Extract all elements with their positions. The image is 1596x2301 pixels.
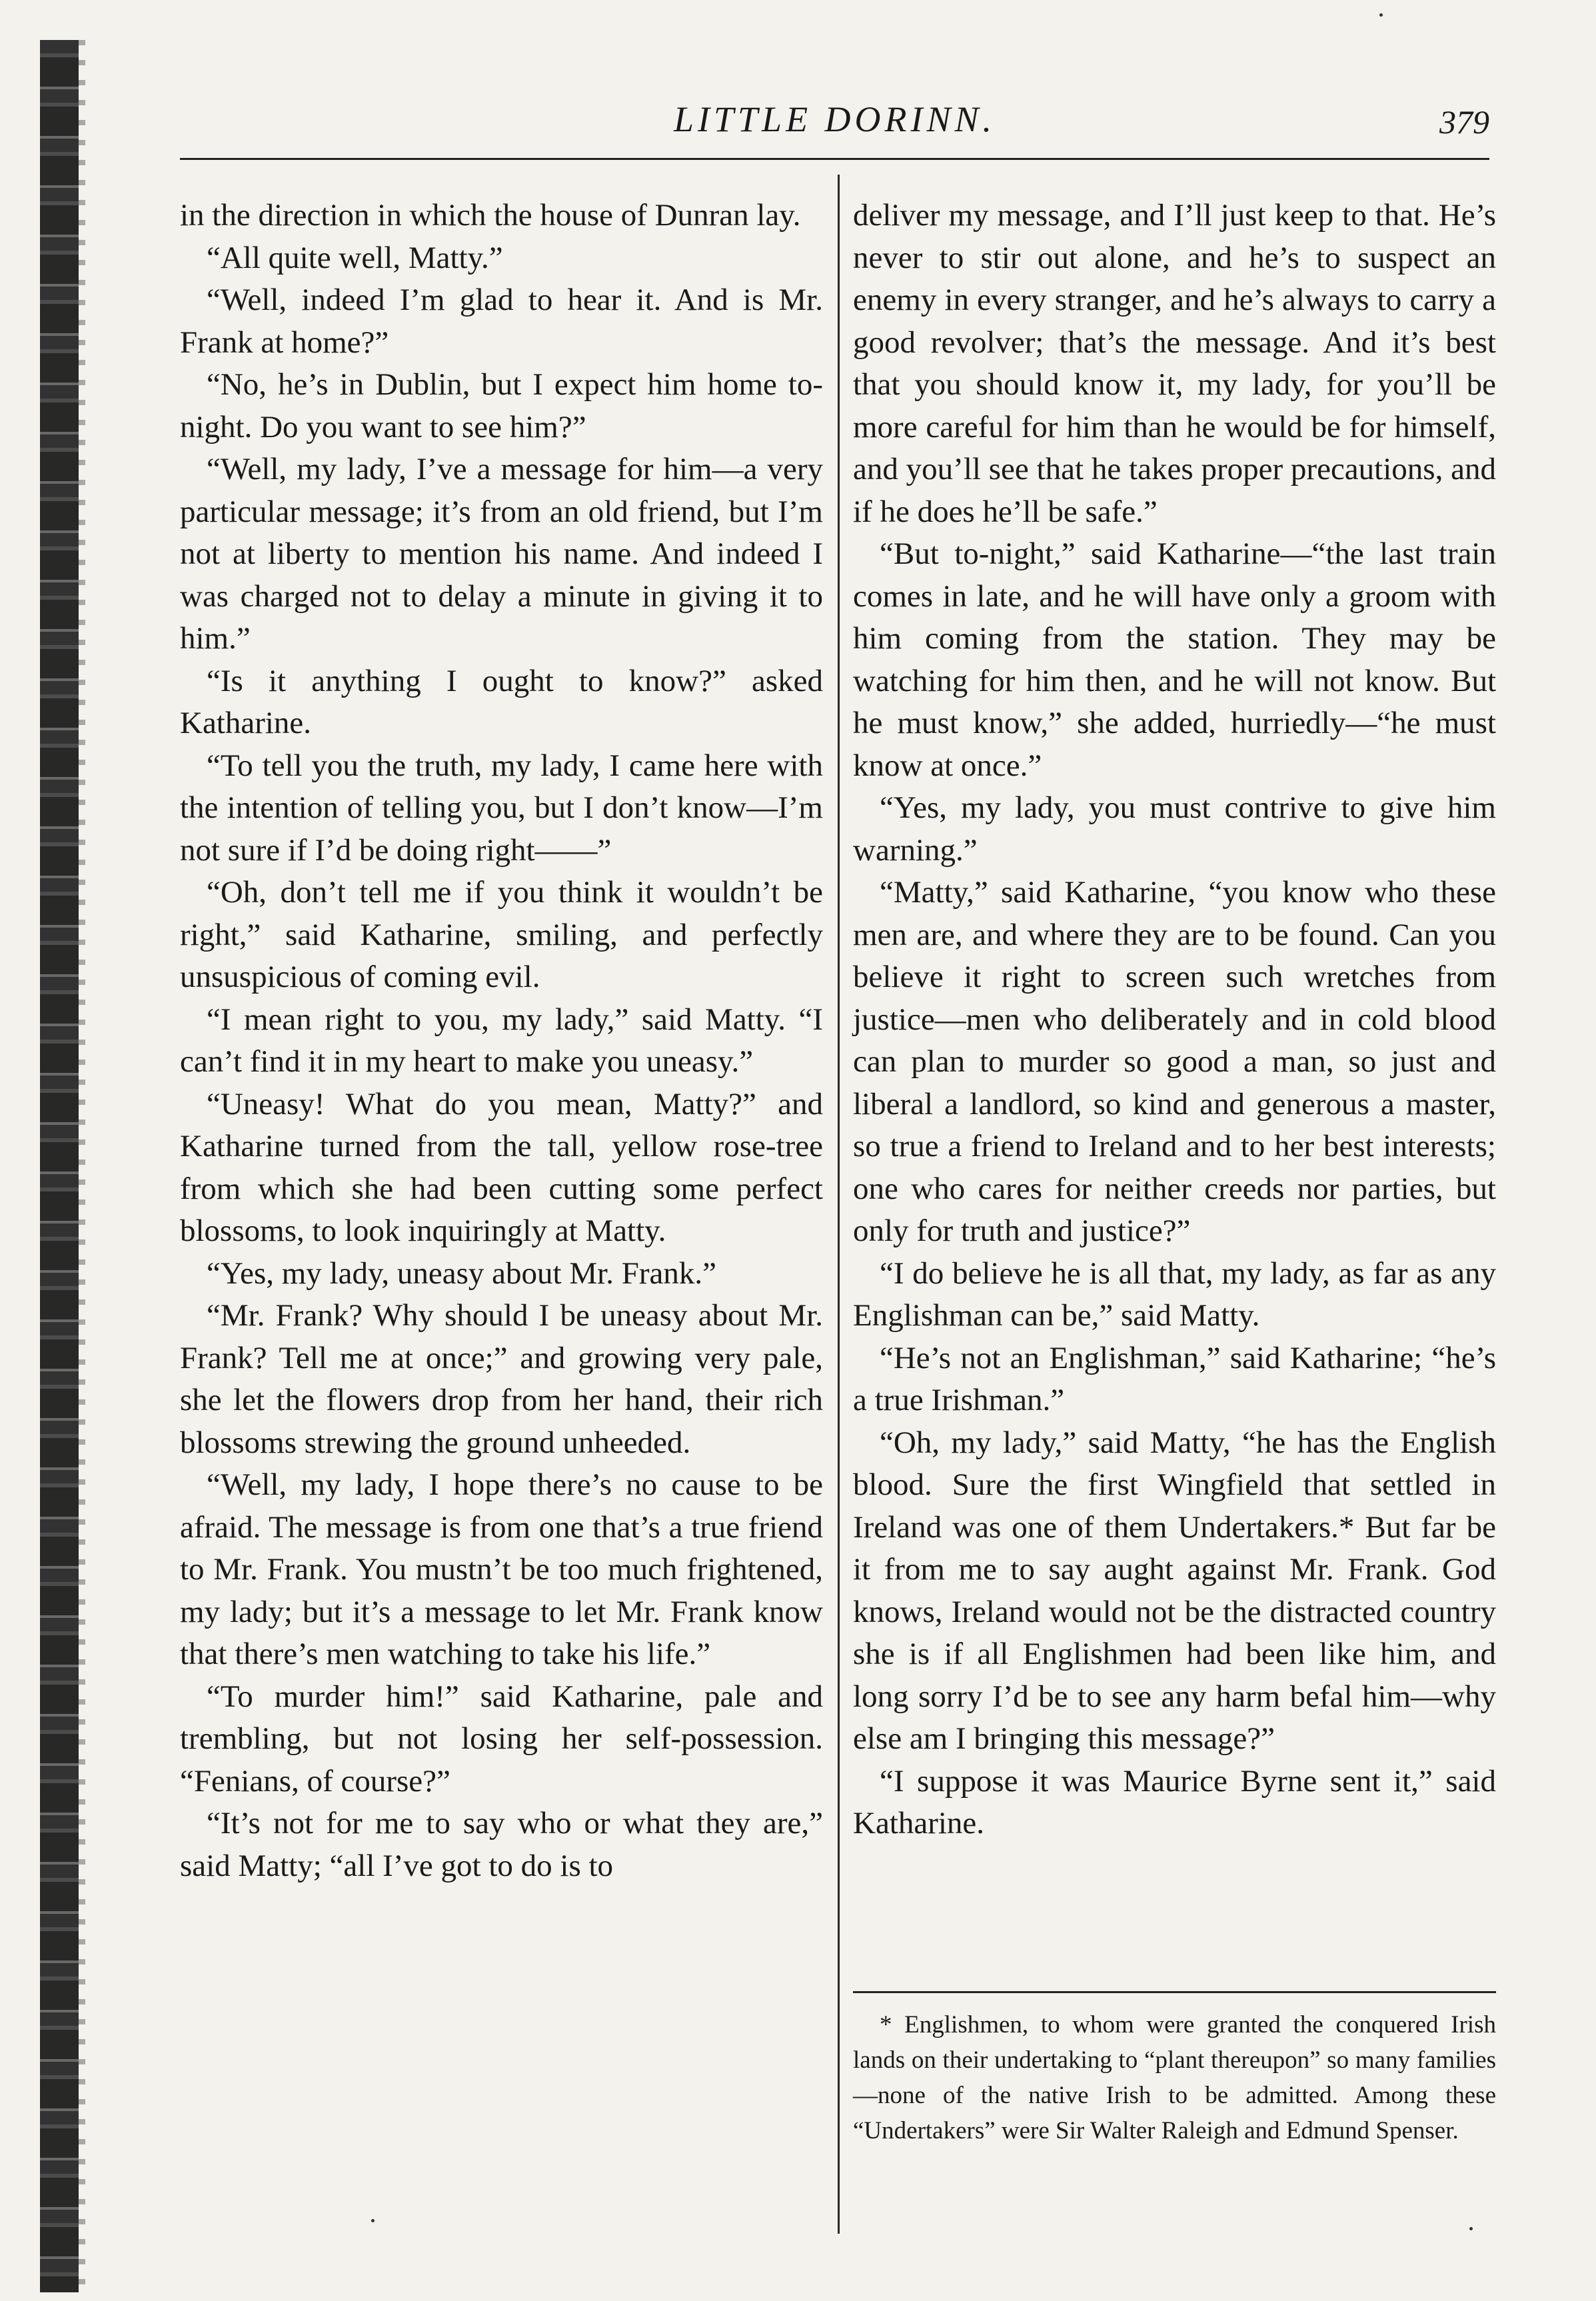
paragraph: “Well, my lady, I hope there’s no cause to be afraid. The message is from one that’s a true friend to Mr. Frank. You mustn’t be too much frightened, my lady; but it’s a message to let Mr. Frank know that there’s men watching to take his life.”: [180, 1467, 823, 1671]
paragraph: “I mean right to you, my lady,” said Matty. “I can’t find it in my heart to make you uneasy.”: [180, 1002, 823, 1079]
footnote-rule: [853, 1991, 1496, 1993]
paragraph: “To murder him!” said Katharine, pale and trembling, but not losing her self-possession. “Fenians, of course?”: [180, 1679, 823, 1799]
paragraph: “Well, my lady, I’ve a message for him—a very particular message; it’s from an old friend, but I’m not at liberty to mention his name. And indeed I was charged not to delay a minute in giving it to him.”: [180, 452, 823, 656]
paragraph: “I do believe he is all that, my lady, as far as any Englishman can be,” said Matty.: [853, 1255, 1496, 1333]
paragraph: deliver my message, and I’ll just keep to that. He’s never to stir out alone, and he’s to suspect an enemy in every stranger, and he’s always to carry a good revolver; that’s the message. And it’s best that you should know it, my lady, for you’ll be more careful for him than he would be for himself, and you’ll see that he takes proper precautions, and if he does he’ll be safe.”: [853, 198, 1496, 529]
book-spine-shadow: [40, 40, 79, 2292]
left-text-column: [180, 195, 823, 1887]
paragraph: “Well, indeed I’m glad to hear it. And is Mr. Frank at home?”: [180, 283, 823, 360]
paragraph: “Uneasy! What do you mean, Matty?” and Katharine turned from the tall, yellow rose-tree from which she had been cutting some perfect blossoms, to look inquiringly at Matty.: [180, 1086, 823, 1248]
paragraph: “Mr. Frank? Why should I be uneasy about Mr. Frank? Tell me at once;” and growing very pale, she let the flowers drop from her hand, their rich blossoms strewing the ground unheeded.: [180, 1298, 823, 1460]
paragraph: “Matty,” said Katharine, “you know who these men are, and where they are to be found. Can you believe it right to screen such wretches from justice—men who deliberately and in cold blood can plan to murder so good a man, so just and liberal a landlord, so kind and generous a master, so true a friend to Ireland and to her best interests; one who cares for neither creeds nor parties, but only for truth and justice?”: [853, 875, 1496, 1248]
footnote: * Englishmen, to whom were granted the conquered Irish lands on their undertaking to “plant thereupon” so many families—none of the native Irish to be admitted. Among these “Undertakers” were Sir Walter Raleigh and Edmund Spenser.: [853, 2011, 1496, 2144]
header-rule: [180, 158, 1489, 160]
paragraph: “Is it anything I ought to know?” asked Katharine.: [180, 663, 823, 740]
paragraph: “But to-night,” said Katharine—“the last train comes in late, and he will have only a groom with him coming from the station. They may be watching for him then, and he will not know. But he must know,” she added, hurriedly—“he must know at once.”: [853, 536, 1496, 783]
paragraph: “It’s not for me to say who or what they are,” said Matty; “all I’ve got to do is to: [180, 1806, 823, 1883]
paragraph: in the directi​on in which the house of Dunran lay.: [180, 198, 801, 233]
paragraph: “Yes, my lady, you must contrive to give him warning.”: [853, 790, 1496, 868]
page-number: 379: [1439, 103, 1489, 141]
paragraph: “I suppose it was Maurice Byrne sent it,” said Katharine.: [853, 1763, 1496, 1841]
paragraph: “No, he’s in Dublin, but I expect him home to-night. Do you want to see him?”: [180, 367, 823, 444]
page-header: [180, 93, 1489, 153]
paragraph: “All quite well, Matty.”: [207, 240, 503, 275]
paragraph: “To tell you the truth, my lady, I came here with the intention of telling you, but I don’t know—I’m not sure if I’d be doing right——”: [180, 748, 823, 868]
right-text-column: [853, 195, 1496, 1845]
paragraph: “He’s not an Englishman,” said Katharine; “he’s a true Irishman.”: [853, 1340, 1496, 1417]
column-divider: [838, 175, 840, 2234]
print-speck: [1379, 13, 1383, 17]
paragraph: “Yes, my lady, uneasy about Mr. Frank.”: [207, 1255, 716, 1291]
print-speck: [371, 2219, 375, 2222]
print-speck: [1469, 2227, 1473, 2230]
book-spine-edge: [79, 40, 85, 2292]
running-title: LITTLE DORINN.: [673, 99, 996, 139]
paragraph: “Oh, don’t tell me if you think it wouldn’t be right,” said Katharine, smiling, and perfectly unsuspicious of coming evil.: [180, 875, 823, 994]
paragraph: “Oh, my lady,” said Matty, “he has the English blood. Sure the first Wingfield that settled in Ireland was one of them Undertakers.* But far be it from me to say aught against Mr. Frank. God knows, Ireland would not be the distracted country she is if all Englishmen had been like him, and long sorry I’d be to see any harm befal him—why else am I bringing this message?”: [853, 1425, 1496, 1756]
